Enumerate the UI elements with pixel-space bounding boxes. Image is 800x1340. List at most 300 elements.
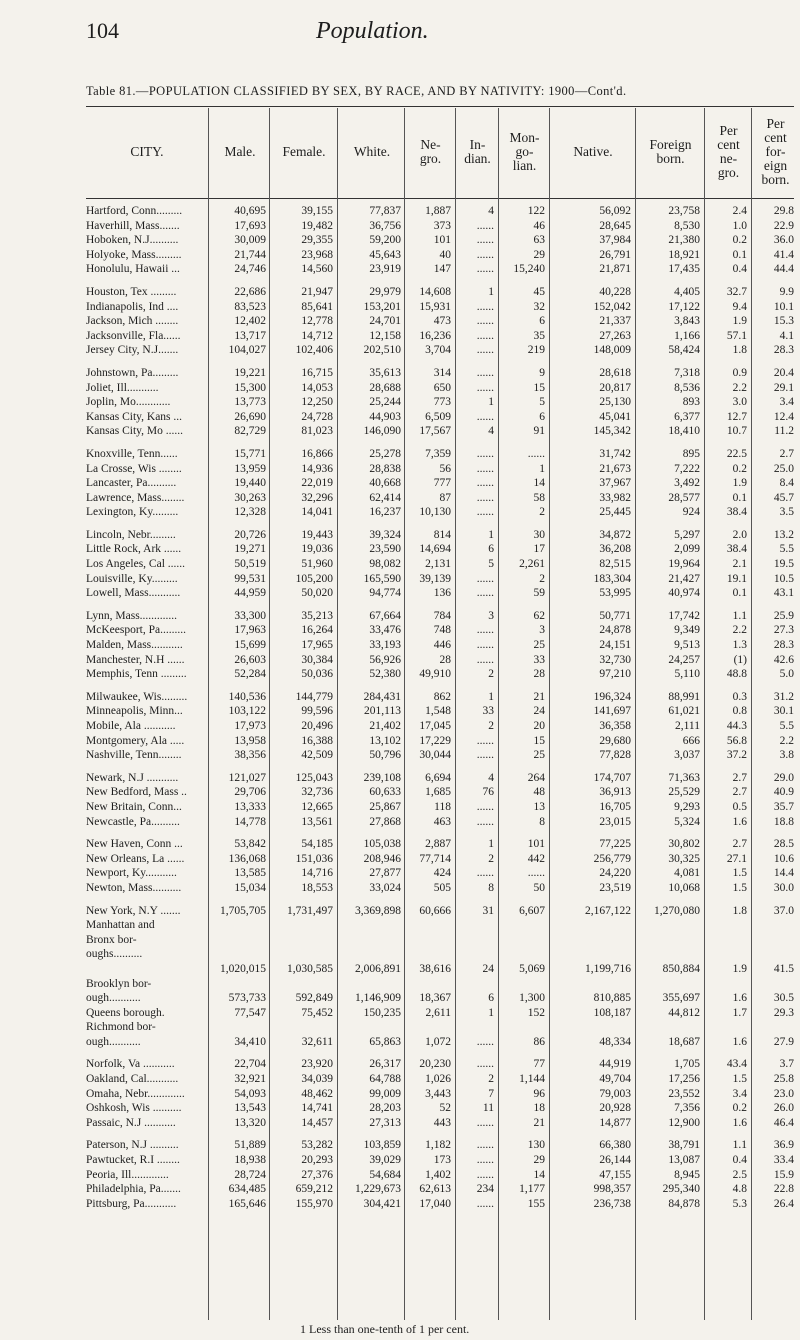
cell-mongolian: 15 [533, 381, 545, 394]
table-row [86, 653, 798, 668]
cell-mongolian: 29 [533, 1154, 545, 1167]
cell-pct-foreign: 10.1 [773, 300, 794, 313]
table-row [86, 505, 798, 520]
cell-native: 28,645 [599, 219, 631, 232]
cell-negro: 136 [433, 587, 451, 600]
city-name: Jackson, Mich ........ [86, 315, 179, 328]
column-divider [269, 108, 270, 1320]
cell-white: 54,684 [369, 1168, 401, 1181]
cell-male: 28,724 [234, 1168, 266, 1181]
cell-mongolian: 6 [539, 315, 545, 328]
cell-native: 82,515 [599, 558, 631, 571]
cell-female: 14,712 [301, 329, 333, 342]
table-row [86, 800, 798, 815]
city-name: Indianapolis, Ind .... [86, 300, 179, 313]
cell-negro: 3,704 [425, 344, 451, 357]
cell-foreign-born: 21,427 [668, 572, 700, 585]
table-row [86, 1006, 798, 1021]
cell-white: 33,193 [369, 639, 401, 652]
city-name: Hartford, Conn......... [86, 205, 183, 217]
cell-male: 32,921 [234, 1073, 266, 1086]
city-name: Newton, Mass.......... [86, 881, 182, 894]
cell-male: 12,328 [234, 506, 266, 519]
cell-negro: 49,910 [419, 668, 451, 681]
cell-indian: 2 [488, 1073, 494, 1086]
city-name: ough........... [86, 1035, 141, 1048]
table-row [86, 852, 798, 867]
cell-mongolian: ...... [527, 867, 545, 880]
table-row [86, 609, 798, 624]
cell-native: 45,041 [599, 410, 631, 423]
cell-native: 27,263 [599, 329, 631, 342]
cell-white: 2,006,891 [355, 962, 401, 975]
cell-female: 81,023 [301, 425, 333, 438]
column-header-city: CITY. [130, 143, 164, 159]
cell-mongolian: 2 [539, 506, 545, 519]
cell-foreign-born: 1,166 [674, 329, 700, 342]
cell-pct-foreign: 2.2 [779, 734, 794, 747]
table-row [86, 1057, 798, 1072]
cell-pct-negro: 1.6 [732, 815, 747, 828]
cell-mongolian: 28 [533, 668, 545, 681]
cell-indian: ...... [476, 234, 494, 247]
cell-female: 1,731,497 [287, 904, 333, 917]
cell-female: 50,036 [301, 668, 333, 681]
cell-pct-negro: 12.7 [726, 410, 747, 423]
cell-white: 33,476 [369, 624, 401, 637]
cell-indian: 1 [488, 838, 494, 851]
cell-negro: 1,548 [425, 705, 451, 718]
column-header-pct-foreign: Per cent for- eign born. [761, 115, 790, 188]
cell-female: 18,553 [301, 881, 333, 894]
cell-pct-foreign: 29.3 [773, 1006, 794, 1019]
cell-female: 105,200 [295, 572, 333, 585]
cell-pct-foreign: 30.5 [773, 992, 794, 1005]
cell-pct-foreign: 25.9 [773, 609, 794, 622]
cell-female: 85,641 [301, 300, 333, 313]
cell-female: 21,947 [301, 285, 333, 298]
cell-male: 52,284 [234, 668, 266, 681]
cell-pct-foreign: 5.5 [779, 543, 794, 556]
cell-negro: 87 [439, 491, 451, 504]
cell-pct-foreign: 10.5 [773, 572, 794, 585]
cell-mongolian: 6 [539, 410, 545, 423]
cell-pct-negro: 4.8 [732, 1183, 747, 1196]
cell-negro: 463 [433, 815, 451, 828]
cell-pct-negro: 48.8 [726, 668, 747, 681]
city-name: Peoria, Ill............. [86, 1168, 169, 1181]
cell-native: 14,877 [599, 1116, 631, 1129]
city-name: Milwaukee, Wis......... [86, 690, 188, 703]
table-row [86, 300, 798, 315]
cell-negro: 784 [433, 609, 451, 622]
cell-foreign-born: 17,435 [668, 263, 700, 276]
city-name: Brooklyn bor- [86, 977, 152, 990]
cell-negro: 39,139 [419, 572, 451, 585]
cell-female: 75,452 [301, 1006, 333, 1019]
cell-white: 103,859 [363, 1139, 401, 1152]
cell-male: 38,356 [234, 749, 266, 762]
page-title: Population. [316, 18, 429, 44]
city-name: Paterson, N.J .......... [86, 1139, 179, 1152]
table-row [86, 623, 798, 638]
cell-male: 13,333 [234, 800, 266, 813]
cell-indian: ...... [476, 1168, 494, 1181]
cell-female: 30,384 [301, 653, 333, 666]
cell-negro: 1,026 [425, 1073, 451, 1086]
cell-negro: 814 [433, 528, 451, 541]
table-row [86, 866, 798, 881]
cell-indian: ...... [476, 329, 494, 342]
column-divider [635, 108, 636, 1320]
city-name: Kansas City, Mo ...... [86, 425, 184, 438]
city-name: Lawrence, Mass........ [86, 491, 185, 504]
cell-white: 39,324 [369, 528, 401, 541]
cell-mongolian: 86 [533, 1035, 545, 1048]
cell-pct-negro: 2.1 [732, 558, 747, 571]
cell-native: 24,220 [599, 867, 631, 880]
cell-pct-foreign: 36.0 [773, 234, 794, 247]
cell-foreign-born: 7,318 [674, 366, 700, 379]
cell-negro: 62,613 [419, 1183, 451, 1196]
city-name: Passaic, N.J ........... [86, 1116, 176, 1129]
cell-female: 12,250 [301, 396, 333, 409]
cell-male: 15,300 [234, 381, 266, 394]
cell-native: 36,208 [599, 543, 631, 556]
cell-pct-foreign: 28.3 [773, 639, 794, 652]
cell-native: 23,015 [599, 815, 631, 828]
cell-female: 50,020 [301, 587, 333, 600]
cell-white: 165,590 [363, 572, 401, 585]
cell-negro: 17,229 [419, 734, 451, 747]
cell-pct-foreign: 28.3 [773, 344, 794, 357]
population-table [86, 108, 798, 1323]
cell-mongolian: 219 [527, 344, 545, 357]
cell-indian: 8 [488, 881, 494, 894]
cell-foreign-born: 58,424 [668, 344, 700, 357]
cell-indian: ...... [476, 815, 494, 828]
cell-pct-negro: 9.4 [732, 300, 747, 313]
cell-pct-negro: 0.1 [732, 248, 747, 261]
cell-white: 28,838 [369, 462, 401, 475]
cell-foreign-born: 8,536 [674, 381, 700, 394]
cell-male: 30,009 [234, 234, 266, 247]
cell-male: 121,027 [228, 771, 266, 784]
cell-negro: 16,236 [419, 329, 451, 342]
cell-foreign-born: 21,380 [668, 234, 700, 247]
city-name: Malden, Mass........... [86, 639, 183, 652]
cell-pct-negro: 2.4 [732, 205, 747, 217]
cell-indian: ...... [476, 1035, 494, 1048]
cell-pct-negro: 56.8 [726, 734, 747, 747]
cell-negro: 748 [433, 624, 451, 637]
cell-negro: 147 [433, 263, 451, 276]
cell-indian: ...... [476, 1154, 494, 1167]
cell-male: 26,690 [234, 410, 266, 423]
cell-indian: ...... [476, 639, 494, 652]
cell-pct-negro: 2.2 [732, 624, 747, 637]
cell-male: 12,402 [234, 315, 266, 328]
cell-pct-foreign: 43.1 [773, 587, 794, 600]
cell-male: 50,519 [234, 558, 266, 571]
table-row [86, 395, 798, 410]
cell-pct-foreign: 41.4 [773, 248, 794, 261]
cell-pct-negro: 38.4 [726, 506, 747, 519]
cell-mongolian: ...... [527, 447, 545, 460]
cell-native: 21,673 [599, 462, 631, 475]
cell-mongolian: 14 [533, 1168, 545, 1181]
city-name: Pittsburg, Pa........... [86, 1197, 177, 1210]
table-row [86, 572, 798, 587]
cell-negro: 424 [433, 867, 451, 880]
cell-mongolian: 122 [527, 205, 545, 217]
page-number: 104 [86, 18, 119, 43]
city-name: Jersey City, N.J....... [86, 344, 179, 357]
city-name: Oshkosh, Wis .......... [86, 1102, 182, 1115]
cell-pct-negro: 1.3 [732, 639, 747, 652]
cell-indian: 2 [488, 668, 494, 681]
cell-pct-negro: 0.3 [732, 690, 747, 703]
column-header-indian: In- dian. [464, 136, 491, 166]
cell-native: 37,984 [599, 234, 631, 247]
cell-indian: 2 [488, 720, 494, 732]
cell-pct-foreign: 25.8 [773, 1073, 794, 1086]
cell-negro: 7,359 [425, 447, 451, 460]
cell-foreign-born: 61,021 [668, 705, 700, 718]
cell-negro: 773 [433, 396, 451, 409]
table-row [86, 690, 798, 705]
table-row [86, 343, 798, 358]
cell-native: 145,342 [593, 425, 631, 438]
cell-foreign-born: 8,945 [674, 1168, 700, 1181]
cell-native: 25,445 [599, 506, 631, 519]
column-header-female: Female. [282, 143, 326, 159]
cell-indian: ...... [476, 315, 494, 328]
cell-negro: 6,694 [425, 771, 451, 784]
cell-pct-negro: 44.3 [726, 720, 747, 732]
cell-indian: ...... [476, 506, 494, 519]
cell-male: 17,973 [234, 720, 266, 732]
table-row [86, 542, 798, 557]
city-name: Montgomery, Ala ..... [86, 734, 185, 747]
cell-pct-foreign: 11.2 [774, 425, 794, 438]
cell-white: 59,200 [369, 234, 401, 247]
city-name: oughs.......... [86, 948, 143, 961]
cell-mongolian: 130 [527, 1139, 545, 1152]
cell-negro: 14,694 [419, 543, 451, 556]
cell-pct-foreign: 30.0 [773, 881, 794, 894]
cell-foreign-born: 25,529 [668, 786, 700, 799]
cell-female: 102,406 [295, 344, 333, 357]
cell-white: 1,229,673 [355, 1183, 401, 1196]
city-name: Manchester, N.H ...... [86, 653, 185, 666]
cell-mongolian: 17 [533, 543, 545, 556]
cell-pct-negro: 43.4 [726, 1058, 747, 1071]
page-header [86, 18, 746, 58]
cell-pct-negro: 0.8 [732, 705, 747, 718]
cell-mongolian: 35 [533, 329, 545, 342]
cell-male: 30,263 [234, 491, 266, 504]
city-name: Kansas City, Kans ... [86, 410, 183, 423]
cell-foreign-born: 88,991 [668, 690, 700, 703]
city-name: Pawtucket, R.I ........ [86, 1154, 180, 1167]
cell-pct-foreign: 40.9 [773, 786, 794, 799]
column-header-foreign-born: Foreign born. [649, 136, 692, 166]
city-name: Joplin, Mo............ [86, 396, 171, 409]
cell-foreign-born: 4,405 [674, 285, 700, 298]
cell-foreign-born: 9,293 [674, 800, 700, 813]
column-header-mongolian: Mon- go- lian. [509, 129, 540, 174]
table-row [86, 1197, 798, 1212]
cell-pct-foreign: 22.9 [773, 219, 794, 232]
cell-foreign-born: 295,340 [662, 1183, 700, 1196]
cell-negro: 20,230 [419, 1058, 451, 1071]
cell-indian: ...... [476, 624, 494, 637]
cell-mongolian: 59 [533, 587, 545, 600]
table-row [86, 262, 798, 277]
cell-pct-negro: 1.5 [732, 1073, 747, 1086]
cell-mongolian: 91 [533, 425, 545, 438]
cell-pct-negro: 1.7 [732, 1006, 747, 1019]
cell-foreign-born: 19,964 [668, 558, 700, 571]
cell-indian: ...... [476, 1058, 494, 1071]
cell-foreign-born: 1,705 [674, 1058, 700, 1071]
cell-female: 13,561 [301, 815, 333, 828]
cell-pct-negro: 2.7 [732, 838, 747, 851]
city-name: Johnstown, Pa......... [86, 366, 179, 379]
cell-indian: ...... [476, 447, 494, 460]
cell-male: 83,523 [234, 300, 266, 313]
cell-native: 77,828 [599, 749, 631, 762]
cell-foreign-born: 2,111 [674, 720, 700, 732]
cell-female: 16,264 [301, 624, 333, 637]
column-divider [704, 108, 705, 1320]
cell-mongolian: 30 [533, 528, 545, 541]
cell-white: 239,108 [363, 771, 401, 784]
table-row [86, 381, 798, 396]
column-header-negro: Ne- gro. [419, 136, 442, 166]
cell-native: 141,697 [593, 705, 631, 718]
cell-foreign-born: 895 [682, 447, 700, 460]
cell-white: 33,024 [369, 881, 401, 894]
cell-negro: 77,714 [419, 852, 451, 865]
cell-female: 35,213 [301, 609, 333, 622]
cell-foreign-born: 18,921 [668, 248, 700, 261]
table-row [86, 476, 798, 491]
city-name: Memphis, Tenn ......... [86, 668, 187, 681]
table-row [86, 962, 798, 977]
cell-mongolian: 77 [533, 1058, 545, 1071]
cell-native: 34,872 [599, 528, 631, 541]
table-caption: Table 81.—POPULATION CLASSIFIED BY SEX, BY RACE, AND BY NATIVITY: 1900—Cont'd. [86, 84, 627, 98]
cell-male: 15,034 [234, 881, 266, 894]
city-name: New Orleans, La ...... [86, 852, 185, 865]
cell-male: 17,693 [234, 219, 266, 232]
cell-female: 14,053 [301, 381, 333, 394]
cell-indian: ...... [476, 219, 494, 232]
column-divider [498, 108, 499, 1320]
cell-mongolian: 20 [533, 720, 545, 732]
cell-mongolian: 1,300 [519, 992, 545, 1005]
cell-native: 44,919 [599, 1058, 631, 1071]
cell-female: 20,293 [301, 1154, 333, 1167]
table-row [86, 447, 798, 462]
cell-negro: 2,131 [425, 558, 451, 571]
cell-negro: 1,402 [425, 1168, 451, 1181]
cell-negro: 60,666 [419, 904, 451, 917]
cell-white: 28,203 [369, 1102, 401, 1115]
cell-white: 99,009 [369, 1087, 401, 1100]
column-header-white: White. [353, 143, 391, 159]
city-name: La Crosse, Wis ........ [86, 462, 182, 475]
cell-indian: ...... [476, 344, 494, 357]
cell-mongolian: 18 [533, 1102, 545, 1115]
cell-white: 24,701 [369, 315, 401, 328]
city-name: Hoboken, N.J.......... [86, 234, 179, 247]
cell-female: 144,779 [295, 690, 333, 703]
cell-white: 23,590 [369, 543, 401, 556]
cell-white: 26,317 [369, 1058, 401, 1071]
cell-native: 998,357 [593, 1183, 631, 1196]
cell-pct-foreign: 26.4 [773, 1197, 794, 1210]
cell-negro: 118 [434, 800, 451, 813]
cell-female: 48,462 [301, 1087, 333, 1100]
cell-male: 634,485 [228, 1183, 266, 1196]
cell-foreign-born: 12,900 [668, 1116, 700, 1129]
cell-mongolian: 1 [539, 462, 545, 475]
cell-white: 77,837 [369, 205, 401, 217]
cell-mongolian: 15,240 [513, 263, 545, 276]
cell-pct-foreign: 30.1 [773, 705, 794, 718]
cell-pct-foreign: 10.6 [773, 852, 794, 865]
cell-pct-foreign: 5.5 [779, 720, 794, 732]
cell-mongolian: 15 [533, 734, 545, 747]
cell-mongolian: 33 [533, 653, 545, 666]
cell-white: 146,090 [363, 425, 401, 438]
cell-white: 25,278 [369, 447, 401, 460]
table-row [86, 1035, 798, 1050]
cell-female: 42,509 [301, 749, 333, 762]
cell-female: 14,936 [301, 462, 333, 475]
table-row [86, 881, 798, 896]
table-row [86, 557, 798, 572]
cell-negro: 38,616 [419, 962, 451, 975]
cell-native: 79,003 [599, 1087, 631, 1100]
cell-male: 136,068 [228, 852, 266, 865]
cell-female: 1,030,585 [287, 962, 333, 975]
cell-pct-negro: 1.8 [732, 904, 747, 917]
cell-white: 27,313 [369, 1116, 401, 1129]
cell-negro: 17,040 [419, 1197, 451, 1210]
cell-pct-foreign: 5.0 [779, 668, 794, 681]
cell-male: 13,958 [234, 734, 266, 747]
cell-native: 29,680 [599, 734, 631, 747]
table-row [86, 410, 798, 425]
cell-female: 19,443 [301, 528, 333, 541]
cell-pct-negro: 19.1 [726, 572, 747, 585]
city-name: Queens borough. [86, 1006, 165, 1019]
table-row [86, 462, 798, 477]
cell-white: 65,863 [369, 1035, 401, 1048]
cell-pct-foreign: 4.1 [779, 329, 794, 342]
cell-pct-negro: 1.1 [732, 1139, 747, 1152]
cell-white: 13,102 [369, 734, 401, 747]
cell-negro: 862 [433, 690, 451, 703]
cell-male: 15,771 [234, 447, 266, 460]
table-row [86, 1072, 798, 1087]
cell-negro: 15,931 [419, 300, 451, 313]
cell-male: 13,585 [234, 867, 266, 880]
